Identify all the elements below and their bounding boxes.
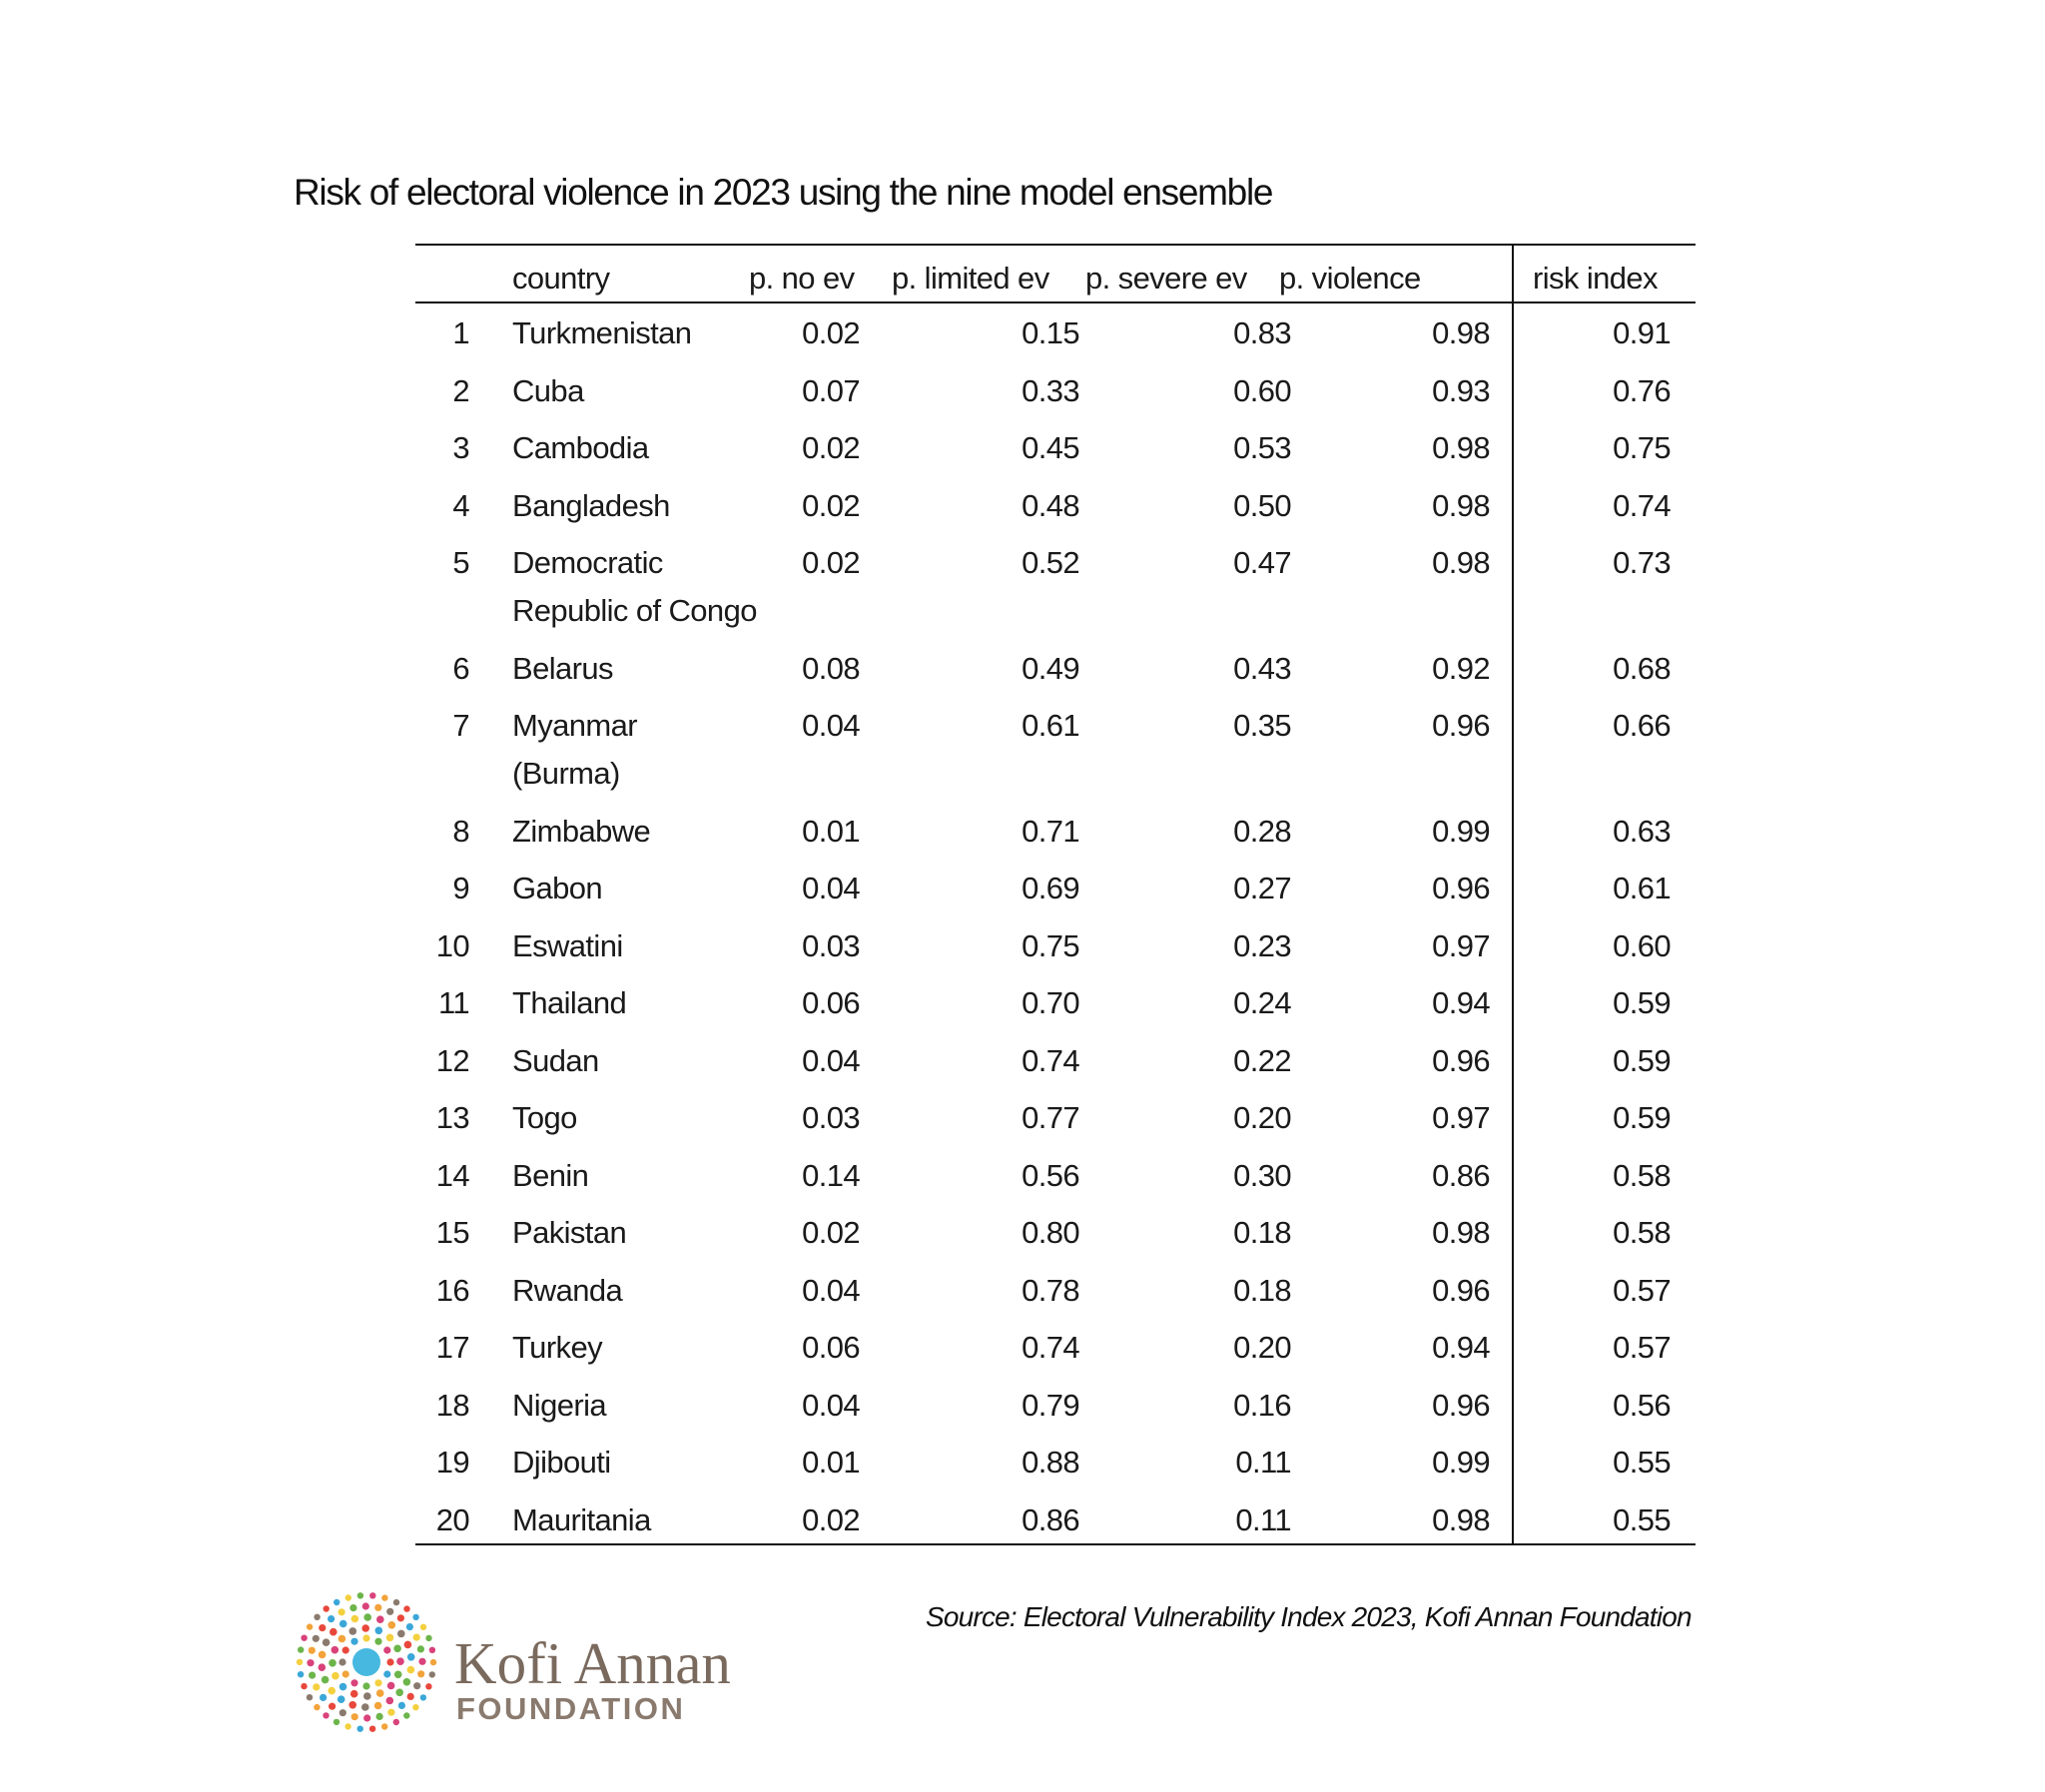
logo-dot <box>393 1719 399 1725</box>
logo-dot <box>320 1694 327 1701</box>
risk-index-cell: 0.59 <box>1613 1042 1671 1078</box>
p-severe-ev-cell: 0.28 <box>1233 813 1291 849</box>
rank-cell: 12 <box>435 1042 469 1078</box>
p-violence-cell: 0.99 <box>1432 813 1490 849</box>
country-cell: Nigeria <box>512 1387 607 1423</box>
p-limited-ev-cell: 0.45 <box>1022 430 1079 465</box>
logo-dot <box>329 1659 337 1667</box>
risk-index-cell: 0.58 <box>1613 1157 1671 1193</box>
p-violence-cell: 0.96 <box>1432 1272 1490 1308</box>
risk-index-cell: 0.73 <box>1613 545 1671 580</box>
p-severe-ev-cell: 0.11 <box>1235 1501 1291 1537</box>
country-cell: Zimbabwe <box>512 813 651 849</box>
logo-dot <box>386 1697 394 1705</box>
p-no-ev-cell: 0.01 <box>802 813 860 849</box>
rank-cell: 15 <box>435 1215 469 1250</box>
logo-dot <box>340 1620 347 1628</box>
rank-cell: 14 <box>435 1157 469 1193</box>
p-severe-ev-cell: 0.35 <box>1233 708 1291 743</box>
header-risk-index: risk index <box>1533 261 1658 296</box>
logo-dot <box>397 1614 404 1621</box>
logo-dot <box>348 1701 356 1709</box>
logo-dot <box>387 1709 394 1716</box>
p-severe-ev-cell: 0.23 <box>1233 927 1291 963</box>
logo-dot <box>328 1687 336 1695</box>
p-no-ev-cell: 0.03 <box>802 927 860 963</box>
logo-dot <box>313 1683 320 1690</box>
rank-cell: 5 <box>452 545 469 580</box>
header-p-no-ev: p. no ev <box>749 261 855 296</box>
logo-dot <box>420 1694 426 1700</box>
logo-dot <box>386 1634 394 1642</box>
p-severe-ev-cell: 0.47 <box>1233 545 1291 580</box>
p-no-ev-cell: 0.04 <box>802 708 860 743</box>
p-severe-ev-cell: 0.43 <box>1233 650 1291 686</box>
p-limited-ev-cell: 0.33 <box>1022 372 1079 408</box>
logo-center-dot <box>352 1648 380 1676</box>
logo-dot <box>429 1647 435 1653</box>
p-severe-ev-cell: 0.83 <box>1233 315 1291 350</box>
logo-dot <box>418 1658 425 1665</box>
logo-dot <box>381 1723 387 1729</box>
country-cell: Mauritania <box>512 1501 651 1537</box>
logo-dot <box>339 1635 346 1643</box>
logo-dot <box>338 1695 345 1703</box>
logo-dot <box>322 1676 330 1684</box>
risk-index-cell: 0.76 <box>1613 372 1671 408</box>
p-violence-cell: 0.97 <box>1432 927 1490 963</box>
logo-dot <box>328 1615 335 1622</box>
logo-dot <box>301 1635 307 1641</box>
logo-dot <box>332 1646 340 1654</box>
country-cell: Togo <box>512 1100 577 1135</box>
logo-dot <box>350 1638 357 1645</box>
risk-index-cell: 0.60 <box>1613 927 1671 963</box>
header-p-violence: p. violence <box>1279 261 1421 296</box>
logo-dot <box>350 1679 357 1686</box>
p-violence-cell: 0.96 <box>1432 1042 1490 1078</box>
logo-dot <box>342 1646 349 1653</box>
logo-dot <box>309 1647 316 1654</box>
logo-dot <box>351 1615 359 1623</box>
logo-dot <box>394 1671 402 1679</box>
p-no-ev-cell: 0.02 <box>802 315 860 350</box>
logo-dot <box>383 1670 390 1677</box>
p-limited-ev-cell: 0.69 <box>1022 871 1079 905</box>
p-violence-cell: 0.98 <box>1432 430 1490 465</box>
rank-cell: 19 <box>435 1445 469 1480</box>
p-severe-ev-cell: 0.20 <box>1233 1100 1291 1135</box>
logo-dot <box>329 1703 336 1710</box>
logo-dot <box>417 1670 424 1677</box>
p-limited-ev-cell: 0.80 <box>1022 1215 1079 1250</box>
logo-dot <box>376 1615 384 1623</box>
p-violence-cell: 0.86 <box>1432 1157 1490 1193</box>
logo-dot <box>345 1594 351 1600</box>
logo-dot <box>307 1659 314 1666</box>
logo-dot <box>363 1613 371 1621</box>
p-limited-ev-cell: 0.88 <box>1022 1445 1079 1480</box>
logo-dot <box>334 1719 340 1725</box>
p-severe-ev-cell: 0.24 <box>1233 985 1291 1020</box>
rank-cell: 9 <box>452 871 469 905</box>
logo-dot <box>363 1714 370 1721</box>
p-severe-ev-cell: 0.11 <box>1235 1445 1291 1480</box>
p-no-ev-cell: 0.04 <box>802 1042 860 1078</box>
p-severe-ev-cell: 0.60 <box>1233 372 1291 408</box>
p-violence-cell: 0.98 <box>1432 315 1490 350</box>
logo-dot <box>425 1635 431 1641</box>
p-violence-cell: 0.97 <box>1432 1100 1490 1135</box>
p-no-ev-cell: 0.02 <box>802 1215 860 1250</box>
country-cell: Belarus <box>512 650 613 686</box>
logo-dot <box>309 1672 316 1679</box>
p-violence-cell: 0.98 <box>1432 1215 1490 1250</box>
kofi-annan-foundation-logo-icon <box>292 1587 441 1737</box>
logo-dot <box>413 1634 420 1641</box>
logo-dot <box>324 1605 330 1611</box>
country-cell: Eswatini <box>512 927 623 963</box>
logo-dot <box>298 1646 304 1652</box>
logo-dot <box>362 1634 369 1641</box>
p-violence-cell: 0.98 <box>1432 1501 1490 1537</box>
country-cell: Benin <box>512 1157 589 1193</box>
logo-dot <box>395 1689 403 1697</box>
logo-dot <box>362 1602 369 1609</box>
p-no-ev-cell: 0.07 <box>802 372 860 408</box>
country-cell: Myanmar <box>512 708 637 743</box>
header-country: country <box>512 261 610 296</box>
logo-dot <box>369 1592 375 1598</box>
logo-dot <box>374 1638 381 1645</box>
p-violence-cell: 0.92 <box>1432 650 1490 686</box>
logo-name: Kofi Annan <box>454 1630 731 1696</box>
logo-subtitle: FOUNDATION <box>456 1691 686 1726</box>
logo-dot <box>397 1630 405 1638</box>
logo-dot <box>396 1657 404 1665</box>
p-no-ev-cell: 0.06 <box>802 1330 860 1365</box>
logo-dot <box>430 1659 436 1665</box>
rank-cell: 13 <box>435 1100 469 1135</box>
logo-dot <box>429 1671 435 1677</box>
p-limited-ev-cell: 0.75 <box>1022 927 1079 963</box>
p-no-ev-cell: 0.14 <box>802 1157 860 1193</box>
country-cell: Turkey <box>512 1330 602 1365</box>
logo-dot <box>332 1672 340 1680</box>
p-violence-cell: 0.93 <box>1432 372 1490 408</box>
p-no-ev-cell: 0.02 <box>802 430 860 465</box>
p-limited-ev-cell: 0.49 <box>1022 650 1079 686</box>
logo-dot <box>361 1703 369 1711</box>
logo-dot <box>407 1666 415 1674</box>
p-violence-cell: 0.94 <box>1432 985 1490 1020</box>
p-no-ev-cell: 0.02 <box>802 1501 860 1537</box>
country-cell: (Burma) <box>512 756 620 791</box>
risk-index-cell: 0.57 <box>1613 1272 1671 1308</box>
p-limited-ev-cell: 0.70 <box>1022 985 1079 1020</box>
logo-dot <box>388 1621 396 1629</box>
p-severe-ev-cell: 0.53 <box>1233 430 1291 465</box>
logo-dot <box>407 1653 415 1661</box>
risk-index-cell: 0.91 <box>1613 315 1671 350</box>
p-violence-cell: 0.98 <box>1432 487 1490 523</box>
page-title: Risk of electoral violence in 2023 using the nine model ensemble <box>294 172 1273 213</box>
logo-dot <box>413 1682 420 1689</box>
p-limited-ev-cell: 0.48 <box>1022 487 1079 523</box>
p-no-ev-cell: 0.04 <box>802 1272 860 1308</box>
logo-dot <box>374 1679 381 1686</box>
logo-dot <box>403 1678 411 1686</box>
logo-dot <box>425 1683 431 1689</box>
logo-dot <box>339 1608 345 1615</box>
rank-cell: 7 <box>452 708 469 743</box>
logo-dot <box>351 1713 358 1720</box>
rank-cell: 10 <box>435 927 469 963</box>
risk-index-cell: 0.63 <box>1613 813 1671 849</box>
logo-dot <box>313 1635 320 1642</box>
country-cell: Cuba <box>512 372 584 408</box>
rank-cell: 17 <box>435 1330 469 1365</box>
logo-dot <box>375 1627 383 1635</box>
logo-dot <box>404 1641 412 1649</box>
p-no-ev-cell: 0.04 <box>802 871 860 905</box>
logo-dot <box>412 1614 418 1620</box>
p-severe-ev-cell: 0.22 <box>1233 1042 1291 1078</box>
p-violence-cell: 0.96 <box>1432 1387 1490 1423</box>
logo-dot <box>420 1624 426 1630</box>
logo-dot <box>361 1624 369 1632</box>
logo-dot <box>403 1712 409 1718</box>
logo-dot <box>381 1594 387 1600</box>
logo-dot <box>330 1628 338 1636</box>
logo-dot <box>314 1704 320 1710</box>
logo-dot <box>374 1702 382 1710</box>
logo-dot <box>398 1702 405 1709</box>
logo-dot <box>307 1694 313 1700</box>
country-cell: Rwanda <box>512 1272 623 1308</box>
risk-index-cell: 0.59 <box>1613 985 1671 1020</box>
risk-index-cell: 0.61 <box>1613 871 1671 905</box>
risk-index-cell: 0.59 <box>1613 1100 1671 1135</box>
p-limited-ev-cell: 0.56 <box>1022 1157 1079 1193</box>
rank-cell: 8 <box>452 813 469 849</box>
rank-cell: 16 <box>435 1272 469 1308</box>
logo-dot <box>376 1689 384 1697</box>
logo-dot <box>301 1683 307 1689</box>
logo-dot <box>407 1693 414 1700</box>
logo-dot <box>387 1682 395 1690</box>
p-limited-ev-cell: 0.52 <box>1022 545 1079 580</box>
logo-dot <box>344 1723 350 1729</box>
p-no-ev-cell: 0.02 <box>802 487 860 523</box>
p-violence-cell: 0.96 <box>1432 871 1490 905</box>
logo-dot <box>376 1713 383 1720</box>
logo-dot <box>342 1670 349 1677</box>
risk-index-divider <box>1512 244 1514 1545</box>
logo-dot <box>319 1651 327 1659</box>
p-severe-ev-cell: 0.50 <box>1233 487 1291 523</box>
risk-index-cell: 0.75 <box>1613 430 1671 465</box>
rank-cell: 4 <box>452 487 469 523</box>
country-cell: Cambodia <box>512 430 649 465</box>
logo-dot <box>349 1627 357 1635</box>
rank-cell: 11 <box>438 985 469 1020</box>
p-limited-ev-cell: 0.71 <box>1022 813 1079 849</box>
country-cell: Democratic <box>512 545 663 580</box>
p-limited-ev-cell: 0.78 <box>1022 1272 1079 1308</box>
p-no-ev-cell: 0.06 <box>802 985 860 1020</box>
risk-index-cell: 0.68 <box>1613 650 1671 686</box>
logo-dot <box>412 1704 418 1710</box>
p-limited-ev-cell: 0.77 <box>1022 1100 1079 1135</box>
p-violence-cell: 0.98 <box>1432 545 1490 580</box>
logo-dot <box>297 1659 303 1665</box>
p-no-ev-cell: 0.03 <box>802 1100 860 1135</box>
rank-cell: 6 <box>452 650 469 686</box>
logo-dot <box>319 1624 326 1631</box>
p-limited-ev-cell: 0.74 <box>1022 1330 1079 1365</box>
header-p-severe-ev: p. severe ev <box>1085 261 1247 296</box>
p-limited-ev-cell: 0.86 <box>1022 1501 1079 1537</box>
country-cell: Sudan <box>512 1042 599 1078</box>
logo-dot <box>393 1599 399 1605</box>
country-cell: Turkmenistan <box>512 315 692 350</box>
p-severe-ev-cell: 0.30 <box>1233 1157 1291 1193</box>
logo-dot <box>403 1605 409 1611</box>
risk-index-cell: 0.56 <box>1613 1387 1671 1423</box>
p-severe-ev-cell: 0.16 <box>1233 1387 1291 1423</box>
logo-dot <box>298 1671 304 1677</box>
source-note: Source: Electoral Vulnerability Index 2023, Kofi Annan Foundation <box>926 1601 1692 1632</box>
rank-cell: 2 <box>452 372 469 408</box>
country-cell: Djibouti <box>512 1445 611 1480</box>
logo-dot <box>334 1599 340 1605</box>
logo-dot <box>406 1623 413 1630</box>
p-limited-ev-cell: 0.15 <box>1022 315 1079 350</box>
risk-index-cell: 0.58 <box>1613 1215 1671 1250</box>
rank-cell: 18 <box>435 1387 469 1423</box>
logo-dot <box>417 1645 424 1652</box>
p-no-ev-cell: 0.04 <box>802 1387 860 1423</box>
risk-index-cell: 0.74 <box>1613 487 1671 523</box>
risk-index-cell: 0.55 <box>1613 1501 1671 1537</box>
logo-dot <box>323 1638 331 1646</box>
logo-dot <box>386 1608 393 1615</box>
logo-dot <box>369 1726 375 1732</box>
country-cell: Gabon <box>512 871 603 905</box>
country-cell: Thailand <box>512 985 627 1020</box>
logo-dot <box>362 1682 369 1689</box>
rank-cell: 1 <box>452 315 469 350</box>
p-violence-cell: 0.96 <box>1432 708 1490 743</box>
p-violence-cell: 0.94 <box>1432 1330 1490 1365</box>
p-limited-ev-cell: 0.74 <box>1022 1042 1079 1078</box>
p-limited-ev-cell: 0.79 <box>1022 1387 1079 1423</box>
logo-dot <box>319 1663 327 1671</box>
p-severe-ev-cell: 0.20 <box>1233 1330 1291 1365</box>
header-p-limited-ev: p. limited ev <box>892 261 1049 296</box>
table-top-rule <box>415 244 1696 246</box>
p-no-ev-cell: 0.02 <box>802 545 860 580</box>
p-severe-ev-cell: 0.18 <box>1233 1215 1291 1250</box>
p-severe-ev-cell: 0.18 <box>1233 1272 1291 1308</box>
logo-dot <box>383 1646 390 1653</box>
logo-dot <box>357 1592 363 1598</box>
logo-dot <box>339 1658 345 1665</box>
p-no-ev-cell: 0.01 <box>802 1445 860 1480</box>
rank-cell: 20 <box>435 1501 469 1537</box>
rank-cell: 3 <box>452 430 469 465</box>
logo-dot <box>386 1658 393 1665</box>
logo-dot <box>363 1692 371 1700</box>
risk-index-cell: 0.57 <box>1613 1330 1671 1365</box>
country-cell: Bangladesh <box>512 487 670 523</box>
logo-dot <box>307 1623 313 1629</box>
country-cell: Pakistan <box>512 1215 627 1250</box>
logo-dot <box>340 1709 346 1716</box>
logo-dot <box>323 1712 329 1718</box>
risk-index-cell: 0.55 <box>1613 1445 1671 1480</box>
country-cell: Republic of Congo <box>512 593 757 628</box>
logo-dot <box>350 1690 358 1698</box>
risk-index-cell: 0.66 <box>1613 708 1671 743</box>
logo-dot <box>349 1604 356 1611</box>
p-severe-ev-cell: 0.27 <box>1233 871 1291 905</box>
logo-dot <box>393 1645 401 1653</box>
p-limited-ev-cell: 0.61 <box>1022 708 1079 743</box>
logo-dot <box>357 1726 363 1732</box>
logo-dot <box>340 1683 347 1691</box>
logo-dot <box>314 1614 320 1620</box>
p-violence-cell: 0.99 <box>1432 1445 1490 1480</box>
p-no-ev-cell: 0.08 <box>802 650 860 686</box>
logo-dot <box>374 1604 381 1611</box>
